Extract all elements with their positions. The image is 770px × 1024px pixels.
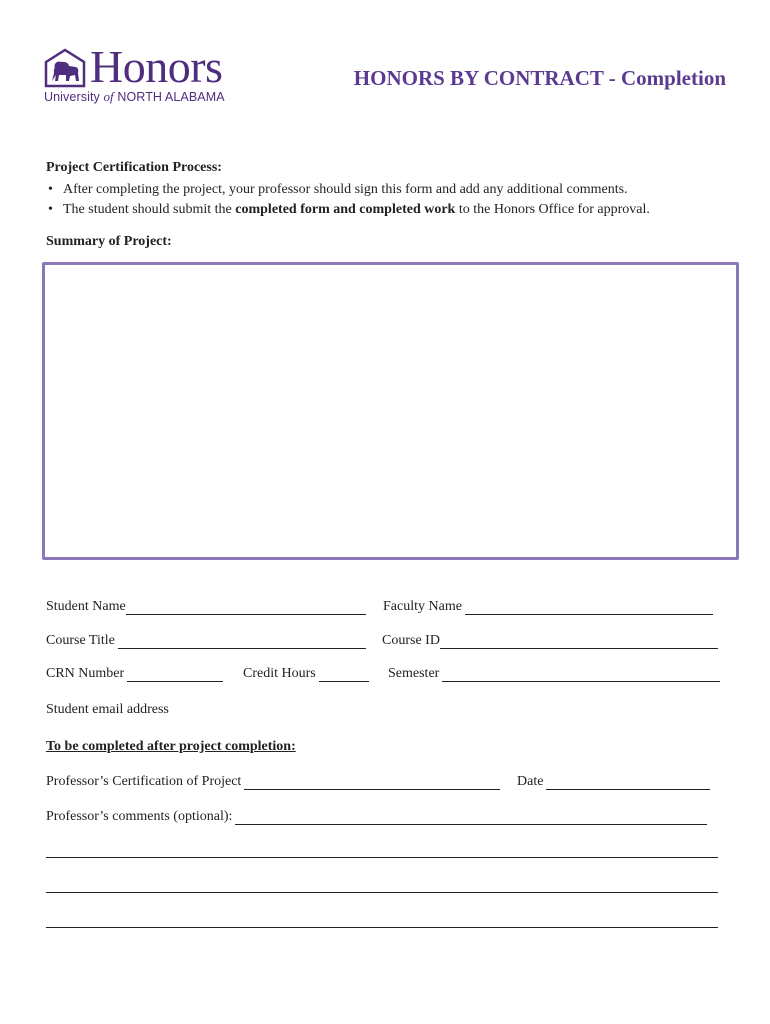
logo-subtitle: University of NORTH ALABAMA	[44, 89, 225, 104]
certification-line[interactable]	[244, 775, 500, 790]
semester-line[interactable]	[442, 667, 720, 682]
student-email-label: Student email address	[46, 702, 169, 717]
crn-number-field[interactable]	[46, 666, 223, 682]
date-label: Date	[517, 774, 544, 789]
process-bullet-2: • The student should submit the completed form and completed work to the Honors Office for approval.	[46, 200, 650, 220]
honors-logo	[44, 41, 249, 108]
comments-line-3[interactable]	[46, 892, 718, 893]
date-field[interactable]	[517, 774, 710, 790]
faculty-name-field[interactable]	[383, 599, 713, 615]
completion-heading: To be completed after project completion:	[46, 739, 296, 754]
course-id-label: Course ID	[382, 633, 440, 648]
certification-field[interactable]	[46, 774, 500, 790]
course-title-label: Course Title	[46, 633, 115, 648]
certification-label: Professor’s Certification of Project	[46, 774, 242, 789]
process-bullet-list	[46, 180, 650, 220]
comments-line-1[interactable]	[235, 810, 707, 825]
process-heading: Project Certification Process:	[46, 160, 222, 175]
comments-line-2[interactable]	[46, 857, 718, 858]
faculty-name-label: Faculty Name	[383, 599, 462, 614]
credit-hours-line[interactable]	[319, 667, 369, 682]
student-name-field[interactable]	[46, 599, 366, 615]
course-title-field[interactable]	[46, 633, 366, 649]
process-bullet-1: • After completing the project, your professor should sign this form and add any additional comments.	[46, 180, 650, 200]
semester-field[interactable]	[388, 666, 720, 682]
crn-number-line[interactable]	[127, 667, 223, 682]
summary-textarea[interactable]	[42, 262, 739, 560]
course-id-field[interactable]	[382, 633, 718, 649]
course-id-line[interactable]	[440, 634, 718, 649]
comments-line-4[interactable]	[46, 927, 718, 928]
document-title: HONORS BY CONTRACT - Completion	[353, 66, 726, 90]
crn-number-label: CRN Number	[46, 666, 125, 681]
summary-heading: Summary of Project:	[46, 234, 172, 249]
credit-hours-label: Credit Hours	[243, 666, 316, 681]
comments-field[interactable]	[46, 809, 707, 825]
course-title-line[interactable]	[118, 634, 366, 649]
semester-label: Semester	[388, 666, 440, 681]
student-name-line[interactable]	[126, 600, 366, 615]
comments-label: Professor’s comments (optional):	[46, 809, 233, 824]
faculty-name-line[interactable]	[465, 600, 713, 615]
lion-shield-icon	[44, 48, 86, 88]
credit-hours-field[interactable]	[243, 666, 369, 682]
date-line[interactable]	[546, 775, 710, 790]
logo-wordmark: Honors	[90, 41, 223, 92]
student-name-label: Student Name	[46, 599, 126, 614]
